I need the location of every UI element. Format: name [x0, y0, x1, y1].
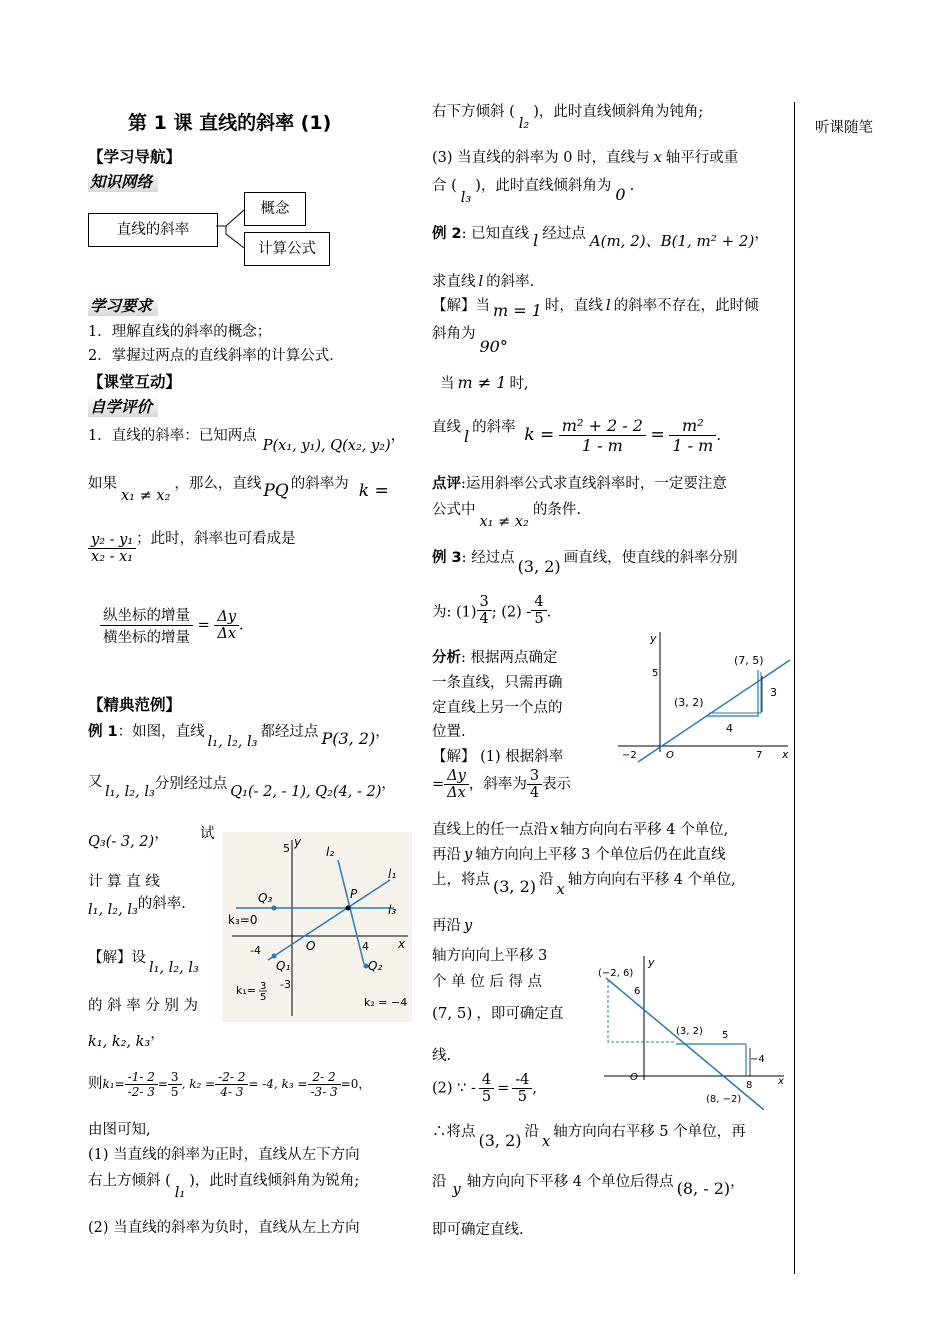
ex1-slopes: 则k₁= $\frac{-1- 2}{-2- 3}$ = $\frac{3}{5}$ , k₂ = $\frac{-2- 2}{4- 3}$ = -4, k₃ = $\frac{2- 2}{-3- 3}$ =0， — [88, 1070, 371, 1099]
margin-divider — [794, 102, 795, 1274]
ex1-calc: 计 算 直 线 — [88, 874, 160, 890]
ex3-line-1: 例 3: 经过点 (3, 2) 画直线，使直线的斜率分别 — [432, 550, 738, 576]
ex1-line-1: 例 1：如图，直线l₁, l₂, l₃都经过点 P(3, 2)， — [88, 724, 390, 750]
svg-text:(7, 5): (7, 5) — [734, 654, 764, 667]
section-nav: 【学习导航】 — [88, 148, 182, 166]
requirement-2: 2．掌握过两点的直线斜率的计算公式． — [88, 348, 344, 364]
svg-text:−4: −4 — [750, 1054, 765, 1065]
ex3-para-1: 直线上的任一点沿 x 轴方向向右平移 4 个单位, — [432, 822, 729, 838]
ex2-solution-1: 【解】当 m = 1 时，直线 l 的斜率不存在，此时倾 — [432, 298, 759, 320]
svg-text:x: x — [782, 748, 789, 761]
svg-text:-4: -4 — [250, 944, 261, 957]
ex3-r1: ∴将点 (3, 2) 沿x轴方向向右平移 5 个单位，再 — [432, 1124, 746, 1150]
section-requirements: 学习要求 — [88, 294, 158, 316]
section-interaction: 【课堂互动】 — [88, 373, 182, 391]
ex3-r2: 沿 y 轴方向向下平移 4 个单位后得点 (8, - 2)， — [432, 1174, 745, 1198]
ex1-from-fig: 由图可知, — [88, 1122, 151, 1138]
ex3-para-7: (7, 5) ，即可确定直 — [432, 1004, 564, 1022]
svg-text:P: P — [350, 887, 358, 901]
svg-text:8: 8 — [746, 1080, 753, 1091]
svg-text:l₁: l₁ — [388, 867, 397, 881]
svg-text:5: 5 — [260, 992, 267, 1003]
point-q3 — [272, 906, 277, 911]
svg-text:Q₃: Q₃ — [258, 891, 273, 905]
page-title: 第 1 课 直线的斜率 (1) — [128, 112, 332, 134]
ex3-q2: (2) ∵ - $\frac{4}{5}$ = $\frac{-4}{5}$ , — [432, 1072, 538, 1105]
svg-text:6: 6 — [634, 986, 641, 997]
side-note: 听课随笔 — [815, 120, 873, 136]
figure-2-positive-slope — [612, 628, 792, 764]
svg-text:5: 5 — [283, 842, 290, 855]
svg-text:x: x — [398, 937, 406, 951]
svg-text:O: O — [306, 939, 316, 953]
svg-text:k₃=0: k₃=0 — [228, 913, 258, 927]
svg-text:k₂ = −4: k₂ = −4 — [364, 996, 408, 1009]
svg-text:-3: -3 — [280, 978, 291, 991]
ex1-line-2: 又 — [88, 774, 103, 790]
self-eval-line-3: $\frac{\text{y₂ - y₁}}{\text{x₂ - x₁}}$ ；此时，斜率也可看成是 — [88, 532, 296, 565]
svg-text:5: 5 — [722, 1030, 729, 1041]
slope-fraction: $\frac{\text{y₂ - y₁}}{\text{x₂ - x₁}}$ — [88, 532, 136, 565]
ex3-solution-2: = $\frac{\Delta y}{\Delta x}$ ，斜率为 $\frac{3}{4}$ 表示 — [432, 768, 572, 801]
svg-text:3: 3 — [260, 981, 267, 992]
svg-text:3: 3 — [770, 686, 777, 699]
ex3-analysis-3: 定直线上另一个点的 — [432, 700, 563, 716]
svg-text:k₁=: k₁= — [236, 984, 256, 997]
requirement-1: 1．理解直线的斜率的概念； — [88, 324, 272, 340]
ex1-ks: k₁, k₂, k₃， — [88, 1026, 165, 1050]
ex1-case2-a: (2) 当直线的斜率为负时，直线从左上方向 — [88, 1220, 360, 1236]
svg-text:7: 7 — [756, 750, 763, 761]
section-knowledge-net: 知识网络 — [88, 170, 158, 192]
svg-text:O: O — [666, 750, 674, 761]
diagram-concept-box: 概念 — [244, 192, 306, 226]
svg-text:(8, −2): (8, −2) — [706, 1094, 742, 1105]
diagram-connectors — [216, 196, 256, 276]
ex3-para-2: 再沿 y 轴方向向上平移 3 个单位后仍在此直线 — [432, 847, 726, 863]
line-slope-positive — [638, 660, 790, 762]
point-pq: P(x₁, y₁), Q(x₂, y₂) — [262, 438, 391, 454]
ex1-case1-b: 右上方倾斜 (l₁)，此时直线倾斜角为锐角; — [88, 1173, 360, 1201]
svg-text:x: x — [778, 1076, 784, 1087]
svg-text:(−2, 6): (−2, 6) — [598, 968, 634, 979]
ex3-analysis-4: 位置. — [432, 724, 466, 740]
ex3-para-5: 轴方向向上平移 3 — [432, 948, 548, 964]
svg-text:5: 5 — [652, 668, 659, 679]
ex1-case1-a: (1) 当直线的斜率为正时，直线从左下方向 — [88, 1147, 360, 1163]
ex1-case3-a: (3) 当直线的斜率为 0 时，直线与 x 轴平行或重 — [432, 150, 739, 166]
ex1-line-2b: l₁, l₂, l₃分别经过点 Q₁(- 2, - 1), Q₂(4, - 2)， — [105, 776, 396, 800]
svg-text:4: 4 — [726, 722, 733, 735]
ex2-slope-formula: 直线 l 的斜率 k = $\frac{\text{m² + 2 - 2}}{1 - m}$ = $\frac{\text{m²}}{1 - m}$ . — [432, 416, 721, 455]
ex3-para-3: 上，将点 (3, 2) 沿x轴方向向右平移 4 个单位, — [432, 872, 736, 898]
ex1-calc-lines: l₁, l₂, l₃的斜率. — [88, 896, 186, 918]
diagram-main-box: 直线的斜率 — [88, 213, 218, 247]
ex1-try: 试 — [200, 826, 215, 842]
section-self-eval: 自学评价 — [88, 395, 158, 417]
point-p — [346, 906, 351, 911]
ex3-para-6: 个 单 位 后 得 点 — [432, 974, 543, 990]
svg-text:y: y — [650, 632, 657, 645]
svg-text:O: O — [630, 1072, 638, 1083]
ex3-analysis-1: 分析: 根据两点确定 — [432, 650, 558, 666]
ex1-case3-b: 合 (l₃)，此时直线倾斜角为 0 . — [432, 178, 635, 206]
diagram-formula-box: 计算公式 — [244, 232, 330, 266]
svg-text:(3, 2): (3, 2) — [674, 696, 704, 709]
section-examples: 【精典范例】 — [88, 696, 182, 714]
ex1-q3: Q₃(- 3, 2)， — [88, 826, 169, 850]
svg-text:(3, 2): (3, 2) — [676, 1026, 703, 1037]
ex2-when: 当 m ≠ 1 时, — [440, 373, 529, 392]
svg-text:−2: −2 — [622, 750, 637, 761]
svg-text:y: y — [294, 835, 302, 849]
point-q1 — [272, 954, 277, 959]
ex3-para-4: 再沿 y — [432, 918, 473, 934]
figure-3-negative-slope — [598, 952, 786, 1110]
ex3-analysis-2: 一条直线，只需再确 — [432, 675, 563, 691]
self-eval-line-1: 1．直线的斜率：已知两点P(x₁, y₁), Q(x₂, y₂)， — [88, 428, 406, 454]
ex3-para-8: 线. — [432, 1048, 452, 1064]
ex3-line-2: 为: (1) $\frac{3}{4}$ ; (2) - $\frac{4}{5}$ . — [432, 594, 552, 627]
ex1-solution-b: 的 斜 率 分 别 为 — [88, 998, 199, 1014]
ex2-line-1: 例 2: 已知直线 l 经过点 A(m, 2)、B(1, m² + 2)， — [432, 226, 769, 250]
ratio-formula: $\frac{\text{纵坐标的增量}}{\text{横坐标的增量}}$ = $\frac{\Delta y}{\Delta x}$ . — [100, 604, 244, 647]
svg-text:Q₁: Q₁ — [276, 959, 291, 973]
ex3-solution-1: 【解】 (1) 根据斜率 — [432, 749, 564, 765]
svg-text:Q₂: Q₂ — [368, 959, 383, 973]
ex2-note-1: 点评:运用斜率公式求直线斜率时，一定要注意 — [432, 476, 727, 492]
svg-text:l₂: l₂ — [326, 845, 335, 859]
ex3-r3: 即可确定直线. — [432, 1222, 524, 1238]
svg-text:l₃: l₃ — [388, 903, 397, 917]
ex1-solution: 【解】设l₁, l₂, l₃ — [88, 950, 199, 976]
figure-1-slopes — [222, 832, 412, 1022]
self-eval-line-2: 如果x₁ ≠ x₂，那么，直线 PQ 的斜率为 k = — [88, 476, 389, 504]
ex2-solution-2: 斜角为90° — [432, 326, 508, 356]
svg-text:y: y — [648, 956, 655, 969]
ex2-question: 求直线 l 的斜率. — [432, 274, 535, 290]
ex1-case2-b: 右下方倾斜 (l₂)，此时直线倾斜角为钝角; — [432, 104, 704, 132]
svg-text:4: 4 — [362, 940, 369, 953]
ex2-note-2: 公式中x₁ ≠ x₂的条件. — [432, 502, 581, 530]
